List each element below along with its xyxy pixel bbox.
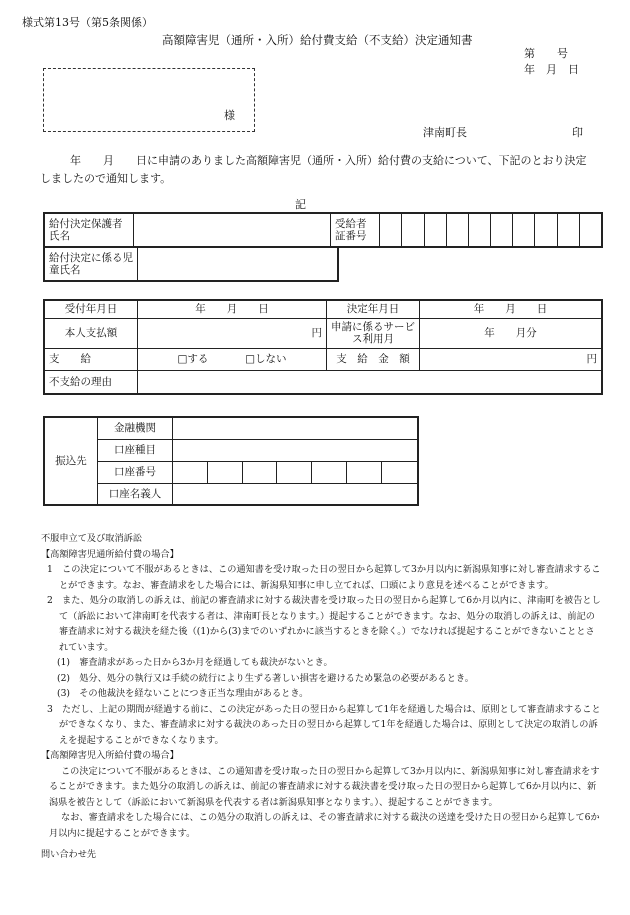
account-holder-value[interactable] <box>173 483 419 505</box>
service-month-value[interactable]: 年 月分 <box>420 318 603 348</box>
decision-table <box>43 299 603 395</box>
document-title: 高額障害児（通所・入所）給付費支給（不支給）決定通知書 <box>162 33 473 47</box>
decision-date-label: 決定年月日 <box>327 300 420 318</box>
account-number-digit[interactable] <box>207 461 242 483</box>
account-number-digit[interactable] <box>242 461 277 483</box>
note-item-1: (1) 審査請求があった日から3か月を経過しても裁決がないとき。 <box>57 657 333 668</box>
payment-options[interactable] <box>138 348 327 370</box>
recipient-address-box <box>43 68 255 132</box>
account-number-label: 口座番号 <box>98 461 173 483</box>
note-paragraph-3: 3 ただし、上記の期間が経過する前に、この決定があった日の翌日から起算して1年を経過した場合は、原則として審査請求することができなくなり、また、審査請求に対する裁決のあった日の翌日から起算して1年を経過した場合は、原則として決定の取消しの訴えを提起することができなくなります。 <box>47 703 601 746</box>
note-paragraph-4: この決定について不服があるときは、この通知書を受け取った日の翌日から起算して3か月以内に、新潟県知事に対し審査請求をすることができます。また処分の取消しの訴えは、前記の審査請求に対する裁決書を受け取った日の翌日から起算して6か月以内に、新潟県を被告として（訴訟において新潟県を代表する者は新潟県知事となります。）、提起することができます。 <box>49 765 600 808</box>
section2-title: 【高額障害児入所給付費の場合】 <box>41 750 179 761</box>
recipient-number-digit[interactable] <box>402 213 424 247</box>
payment-no-checkbox[interactable]: □しない <box>245 352 287 365</box>
document-number: 第 号 <box>524 47 568 60</box>
notes-heading: 不服申立て及び取消訴訟 <box>41 533 143 544</box>
section1-title: 【高額障害児通所給付費の場合】 <box>41 548 179 560</box>
account-number-digit[interactable] <box>277 461 312 483</box>
note-paragraph-1: 1 この決定について不服があるときは、この通知書を受け取った日の翌日から起算して3か月以内に新潟県知事に対し審査請求することができます。なお、審査請求をした場合には、新潟県知事に申し立てれば、口頭により意見を述べることができます。 <box>47 564 601 591</box>
recipient-number-digit[interactable] <box>513 213 535 247</box>
issuer-name: 津南町長 <box>423 126 467 139</box>
recipient-table <box>43 212 603 248</box>
nonpayment-reason-label: 不支給の理由 <box>44 370 138 394</box>
account-number-digit[interactable] <box>381 461 418 483</box>
recipient-number-digit[interactable] <box>424 213 446 247</box>
transfer-label: 振込先 <box>44 417 98 505</box>
seal-mark: 印 <box>572 126 583 139</box>
self-pay-value[interactable]: 円 <box>138 318 327 348</box>
bank-value[interactable] <box>173 417 419 439</box>
guardian-name-cell[interactable] <box>133 213 330 247</box>
guardian-label: 給付決定保護者氏名 <box>44 213 133 247</box>
recipient-number-digit[interactable] <box>579 213 602 247</box>
recipient-number-digit[interactable] <box>535 213 557 247</box>
note-item-3: (3) その他裁決を経ないことにつき正当な理由があるとき。 <box>57 688 309 699</box>
account-number-digit[interactable] <box>173 461 208 483</box>
account-type-value[interactable] <box>173 439 419 461</box>
account-number-digit[interactable] <box>312 461 347 483</box>
recipient-number-digit[interactable] <box>380 213 402 247</box>
ki-label: 記 <box>295 198 306 211</box>
payment-label: 支 給 <box>44 348 138 370</box>
recipient-number-digit[interactable] <box>557 213 579 247</box>
recipient-number-digit[interactable] <box>468 213 490 247</box>
received-date-value[interactable]: 年 月 日 <box>138 300 327 318</box>
bank-label: 金融機関 <box>98 417 173 439</box>
intro-text: 年 月 日に申請のありました高額障害児（通所・入所）給付費の支給について、下記のとおり決定しましたので通知します。 <box>40 154 587 185</box>
note-item-2: (2) 処分、処分の執行又は手続の続行により生ずる著しい損害を避けるため緊急の必要があるとき。 <box>57 672 474 684</box>
account-number-digit[interactable] <box>346 461 381 483</box>
child-name-cell[interactable] <box>138 247 339 281</box>
form-number: 様式第13号（第5条関係） <box>22 16 153 29</box>
recipient-number-digit[interactable] <box>446 213 468 247</box>
transfer-table <box>43 416 419 506</box>
recipient-number-digit[interactable] <box>491 213 513 247</box>
self-pay-label: 本人支払額 <box>44 318 138 348</box>
recipient-suffix: 様 <box>224 109 235 122</box>
child-table <box>43 246 339 282</box>
payment-amount-label: 支 給 金 額 <box>327 348 420 370</box>
document-date: 年 月 日 <box>524 63 579 76</box>
nonpayment-reason-value[interactable] <box>138 370 603 394</box>
contact-label: 問い合わせ先 <box>41 849 97 860</box>
note-paragraph-2: 2 また、処分の取消しの訴えは、前記の審査請求に対する裁決書を受け取った日の翌日から起算して6か月以内に、津南町を被告として（訴訟において津南町を代表する者は、津南町長となります。）提起することができます。なお、処分の取消しの訴えは、前記の審査請求に対する裁決を経た後（(1)から(3)までのいずれかに該当するときを除く。）でなければ提起することができないこととされています。 <box>47 595 601 653</box>
account-type-label: 口座種目 <box>98 439 173 461</box>
service-month-label: 申請に係るサービス利用月 <box>327 318 420 348</box>
appeal-notes <box>41 531 601 863</box>
received-date-label: 受付年月日 <box>44 300 138 318</box>
decision-date-value[interactable]: 年 月 日 <box>420 300 603 318</box>
account-holder-label: 口座名義人 <box>98 483 173 505</box>
payment-amount-value[interactable]: 円 <box>420 348 603 370</box>
recipient-number-label: 受給者証番号 <box>331 213 380 247</box>
child-label: 給付決定に係る児童氏名 <box>44 247 138 281</box>
note-paragraph-5: なお、審査請求をした場合には、この処分の取消しの訴えは、その審査請求に対する裁決の送達を受けた日の翌日から起算して6か月以内に提起することができます。 <box>49 812 600 839</box>
payment-yes-checkbox[interactable]: □する <box>177 352 209 365</box>
